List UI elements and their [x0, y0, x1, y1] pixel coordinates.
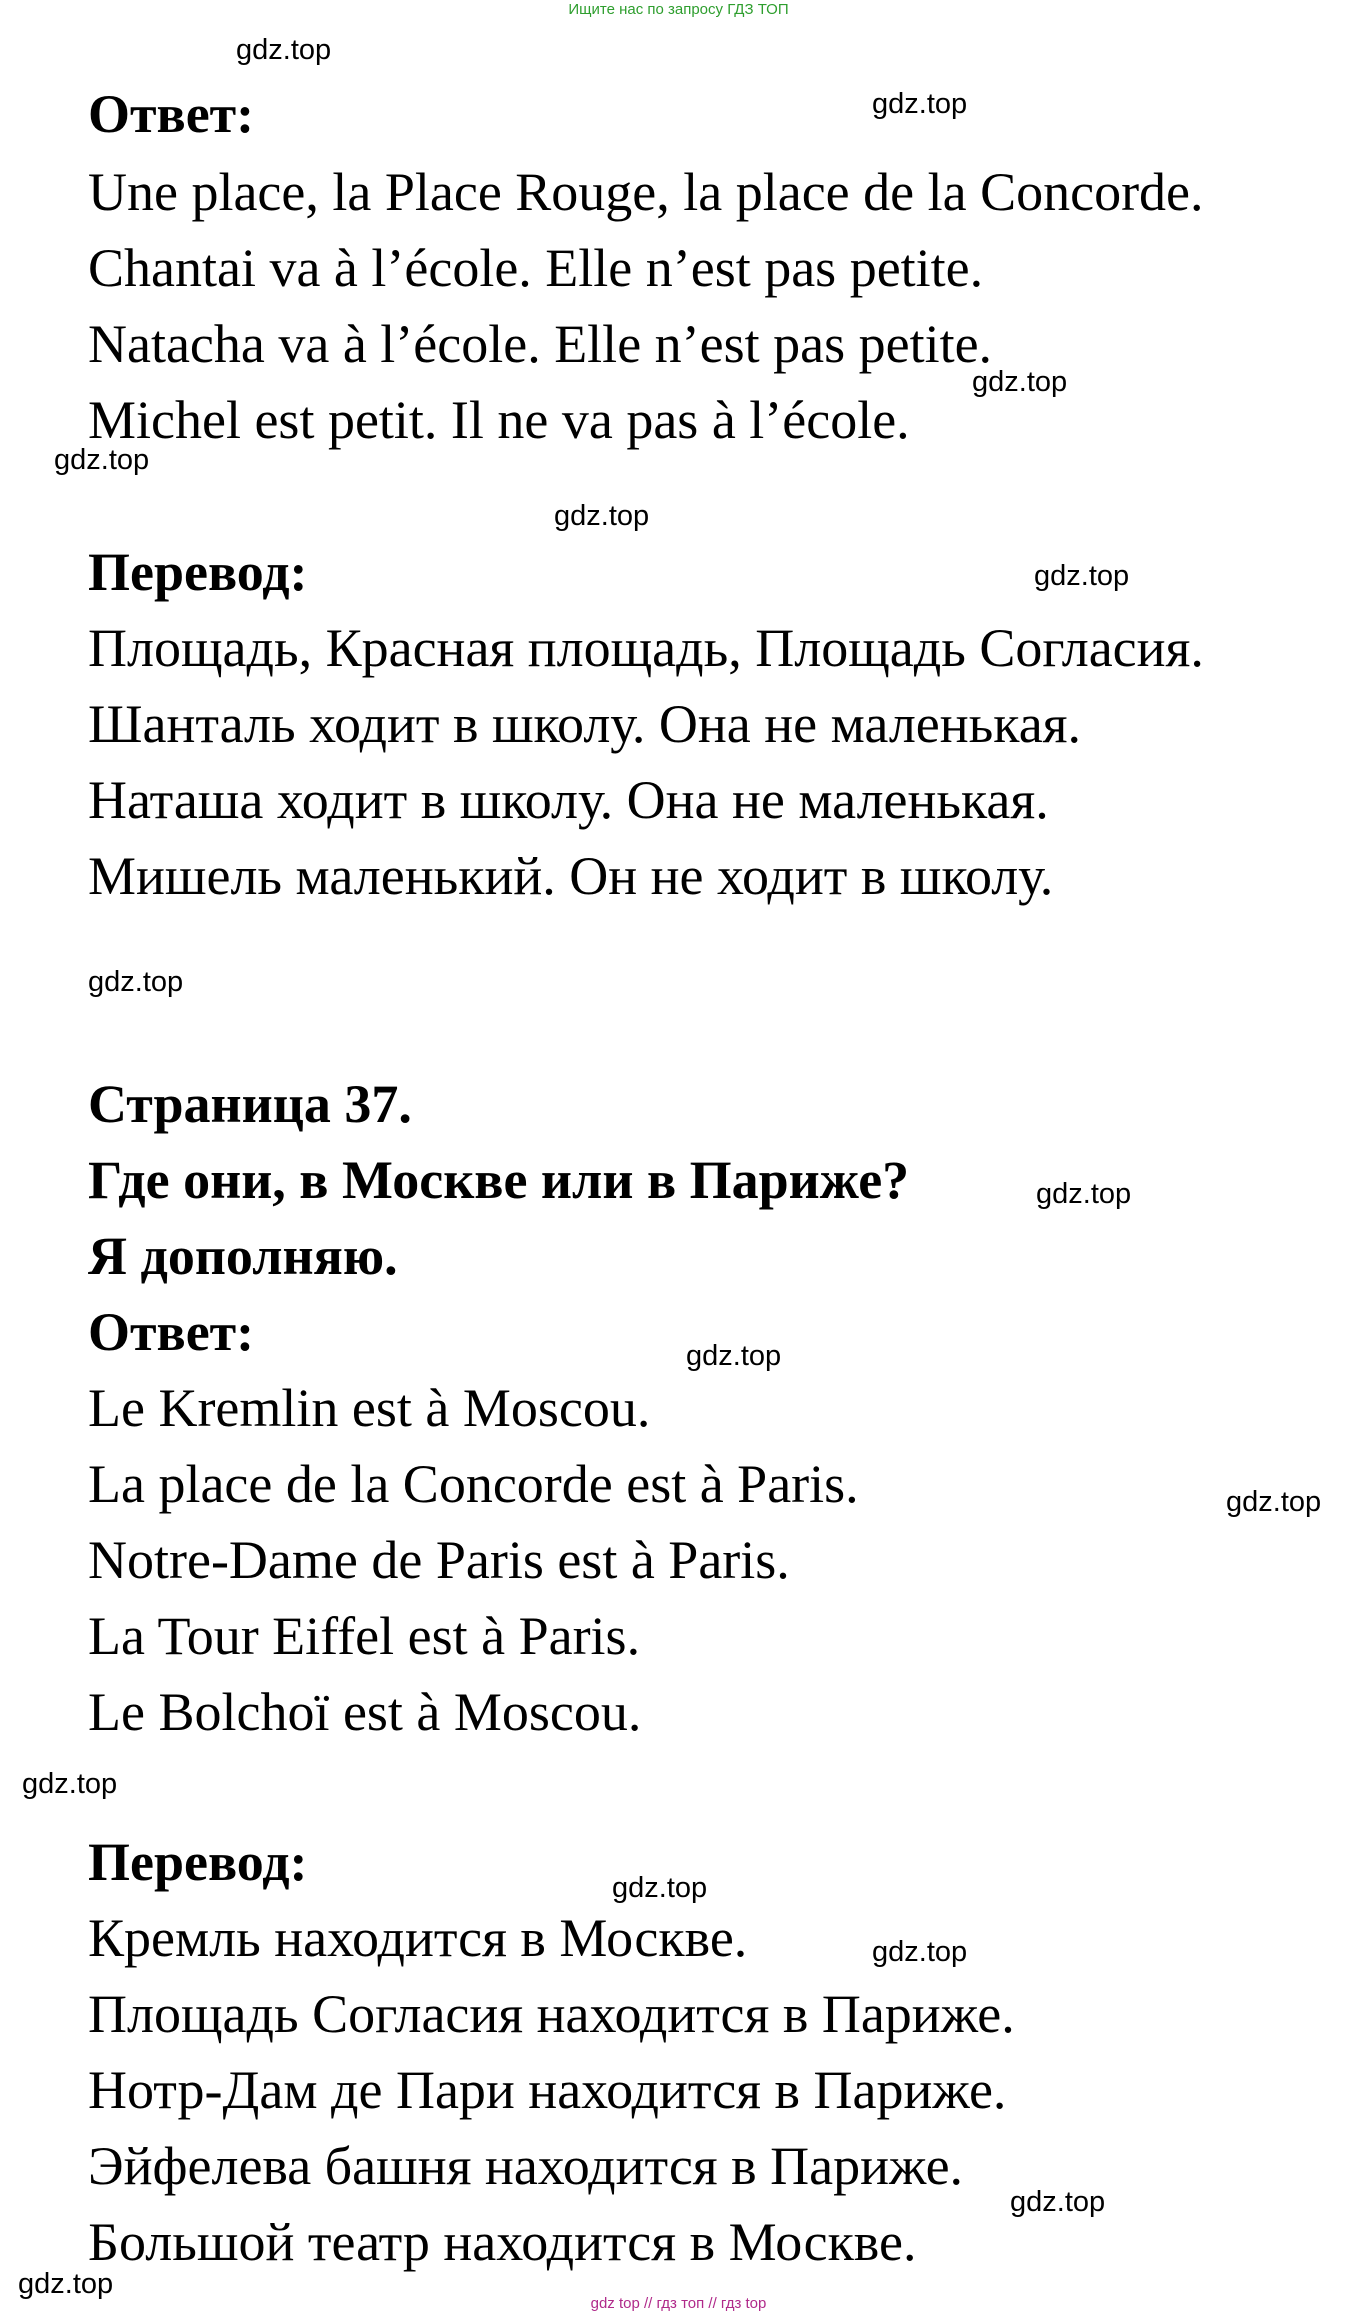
answer-line: Notre-Dame de Paris est à Paris. — [88, 1530, 790, 1590]
answer-line: Une place, la Place Rouge, la place de la Concorde. — [88, 162, 1204, 222]
watermark: gdz.top — [1034, 560, 1130, 592]
top-banner: Ищите нас по запросу ГДЗ ТОП — [568, 1, 789, 18]
translation-line: Площадь Согласия находится в Париже. — [88, 1984, 1015, 2044]
watermark: gdz.top — [22, 1768, 118, 1800]
translation-line: Эйфелева башня находится в Париже. — [88, 2136, 964, 2196]
question-heading: Где они, в Москве или в Париже? — [88, 1150, 910, 1210]
answer-line: Natacha va à l’école. Elle n’est pas petite. — [88, 314, 993, 374]
answer-line: Michel est petit. Il ne va pas à l’école. — [88, 390, 910, 450]
answer-heading-2: Ответ: — [88, 1302, 255, 1362]
watermark: gdz.top — [1010, 2186, 1106, 2218]
answer-line: La Tour Eiffel est à Paris. — [88, 1606, 641, 1666]
watermark: gdz.top — [686, 1340, 782, 1372]
answer-line: La place de la Concorde est à Paris. — [88, 1454, 859, 1514]
watermark: gdz.top — [612, 1872, 708, 1904]
translation-line: Кремль находится в Москве. — [88, 1908, 748, 1968]
watermark: gdz.top — [972, 366, 1068, 398]
translation-line: Наташа ходит в школу. Она не маленькая. — [88, 770, 1049, 830]
watermark: gdz.top — [54, 444, 150, 476]
answer-line: Le Bolchoï est à Moscou. — [88, 1682, 642, 1742]
bottom-footer: gdz top // гдз топ // гдз top — [590, 2295, 767, 2312]
answer-line: Chantai va à l’école. Elle n’est pas petite. — [88, 238, 984, 298]
task-heading: Я дополняю. — [88, 1226, 398, 1286]
watermark: gdz.top — [18, 2268, 114, 2300]
translation-line: Мишель маленький. Он не ходит в школу. — [88, 846, 1054, 906]
translation-line: Площадь, Красная площадь, Площадь Согласия. — [88, 618, 1204, 678]
watermark: gdz.top — [236, 34, 332, 66]
translation-heading-2: Перевод: — [88, 1832, 308, 1892]
answer-heading-1: Ответ: — [88, 84, 255, 144]
answer-line: Le Kremlin est à Moscou. — [88, 1378, 651, 1438]
translation-line: Нотр-Дам де Пари находится в Париже. — [88, 2060, 1007, 2120]
watermark: gdz.top — [872, 88, 968, 120]
watermark: gdz.top — [1226, 1486, 1322, 1518]
translation-heading-1: Перевод: — [88, 542, 308, 602]
watermark: gdz.top — [1036, 1178, 1132, 1210]
translation-line: Шанталь ходит в школу. Она не маленькая. — [88, 694, 1082, 754]
translation-line: Большой театр находится в Москве. — [88, 2212, 917, 2272]
watermark: gdz.top — [88, 966, 184, 998]
page-heading: Страница 37. — [88, 1074, 412, 1134]
watermark: gdz.top — [872, 1936, 968, 1968]
watermark: gdz.top — [554, 500, 650, 532]
